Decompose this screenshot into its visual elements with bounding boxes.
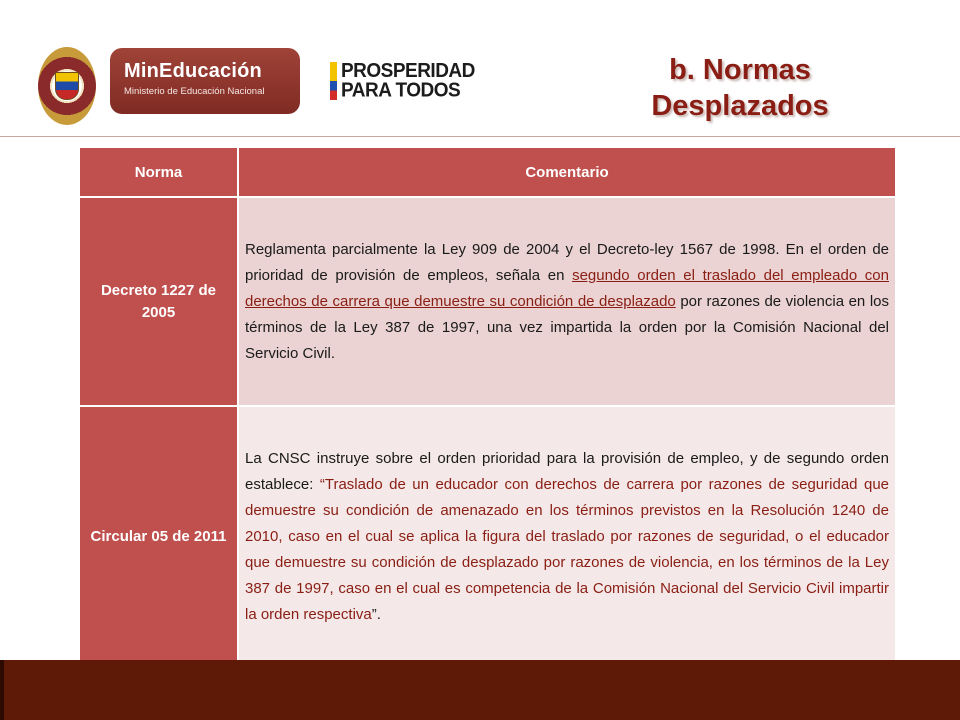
table-row — [80, 406, 895, 667]
prosperidad-logo — [330, 61, 475, 100]
norma-cell: Circular 05 de 2011 — [80, 406, 238, 667]
colombia-seal-logo — [38, 47, 96, 125]
table-row — [80, 197, 895, 406]
campaign-line-2: PARA TODOS — [341, 79, 461, 102]
comentario-quote: “Traslado de un educador con derechos de carrera por razones de seguridad que demuestre su condición de amenazado en los términos previstos en la Resolución 1240 de 2010, caso en el cual se aplica la figura del traslado por razones de seguridad, o el educador que demuestre su condición de desplazado por razones de violencia, en los términos de la Ley 387 de 1997, caso en el cual es competencia de la Comisión Nacional del Servicio Civil impartir la orden respectiva — [245, 476, 890, 623]
comentario-cell — [238, 197, 895, 406]
comentario-underlined: segundo orden el traslado del empleado con derechos de carrera que demuestre su condición de desplazado — [245, 266, 889, 310]
footer-bar — [0, 660, 960, 720]
campaign-line-1: PROSPERIDAD — [341, 59, 475, 82]
brand-title: MinEducación — [124, 60, 262, 82]
comentario-text-end: ”. — [371, 606, 381, 623]
page-title — [600, 52, 880, 124]
comentario-text: Reglamenta parcialmente la Ley 909 de 2004 y el Decreto-ley 1567 de 1998. En el orden de prioridad de provisión de empleos, señala en — [245, 240, 889, 284]
header-norma: Norma — [80, 148, 238, 197]
coat-of-arms-icon — [55, 72, 79, 100]
norma-cell: Decreto 1227 de 2005 — [80, 197, 238, 406]
header-comentario: Comentario — [238, 148, 895, 197]
norms-table — [80, 148, 895, 667]
comentario-text: La CNSC instruye sobre el orden prioridad para la provisión de empleo, y de segundo orden establece: — [245, 450, 889, 493]
footer-edge — [0, 660, 4, 720]
title-line-2: Desplazados — [651, 90, 829, 122]
title-line-1: b. Normas — [669, 54, 811, 86]
header-divider — [0, 136, 960, 137]
flag-bars-icon — [330, 62, 337, 100]
table-header-row — [80, 148, 895, 197]
brand-subtitle: Ministerio de Educación Nacional — [124, 86, 265, 97]
comentario-cell — [238, 406, 895, 667]
mineducacion-logo — [110, 48, 300, 114]
comentario-text-end: por razones de violencia en los términos de la Ley 387 de 1997, una vez impartida la orden por la Comisión Nacional del Servicio Civil. — [245, 292, 889, 362]
